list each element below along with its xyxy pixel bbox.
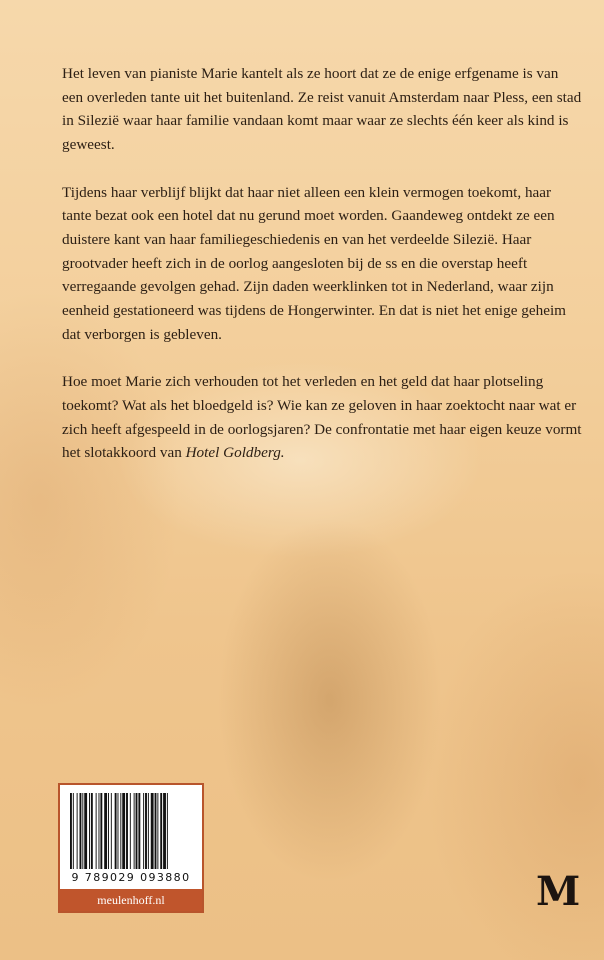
barcode-bar — [99, 793, 100, 869]
barcode-bar — [145, 793, 147, 869]
blurb-text — [62, 62, 582, 489]
barcode-bar — [126, 793, 128, 869]
barcode-bar — [80, 793, 82, 869]
barcode-bar — [104, 793, 107, 869]
book-title: Hotel Goldberg. — [185, 444, 285, 462]
barcode-bar — [84, 793, 87, 869]
barcode-bar — [120, 793, 121, 869]
blurb-paragraph-3 — [62, 370, 582, 465]
isbn-number: 9 789029 093880 — [71, 871, 191, 884]
publisher-logo: M — [536, 868, 581, 915]
barcode-bar — [77, 793, 78, 869]
blurb-paragraph-1: Het leven van pianiste Marie kantelt als ze hoort dat ze de enige erfgename is van een overleden tante uit het buitenland. Ze reist vanuit Amsterdam naar Pless, een stad in Silezië waar haar familie vandaan komt maar waar ze slechts één keer als kind is geweest. — [62, 65, 582, 154]
barcode-bar — [82, 793, 83, 869]
barcode-bar — [148, 793, 149, 869]
barcode-bar — [108, 793, 109, 869]
publisher-url: meulenhoff.nl — [60, 889, 202, 911]
barcode-bar — [143, 793, 144, 869]
barcode-bar — [70, 793, 72, 869]
barcode-bar — [115, 793, 117, 869]
barcode-bar — [134, 793, 135, 869]
barcode-bar — [89, 793, 90, 869]
barcode-bar — [155, 793, 157, 869]
barcode-bar — [160, 793, 162, 869]
barcode-bar — [151, 793, 154, 869]
barcode-icon — [68, 793, 196, 869]
blurb-paragraph-2: Tijdens haar verblijf blijkt dat haar niet alleen een klein vermogen toekomt, haar tante bezat ook een hotel dat nu gerund moet worden. Gaandeweg ontdekt ze een duistere kant van haar familiegeschiedenis en van het verdeelde Silezië. Haar grootvader heeft zich in de oorlog aangesloten bij de ss en die overstap heeft verregaande gevolgen gehad. Zijn daden weerklinken tot in Nederland, waar zijn eenheid gestationeerd was tijdens de Hongerwinter. En dat is niet het enige geheim dat verborgen is gebleven. — [62, 183, 566, 343]
barcode-bar — [100, 793, 102, 869]
barcode-bar — [163, 793, 166, 869]
barcode-bar — [91, 793, 93, 869]
barcode-bar — [157, 793, 158, 869]
barcode-bar — [73, 793, 74, 869]
barcode-bar — [167, 793, 168, 869]
barcode-bar — [136, 793, 138, 869]
barcode-bar — [118, 793, 119, 869]
isbn-barcode-box — [58, 783, 204, 913]
barcode-bar — [96, 793, 97, 869]
barcode-bar — [138, 793, 140, 869]
barcode-bar — [122, 793, 125, 869]
blurb-paragraph-3-text: Hoe moet Marie zich verhouden tot het verleden en het geld dat haar plotseling toekomt? Wat als het bloedgeld is? Wie kan ze geloven in haar zoektocht naar wat er zich heeft afgespeeld in de oorlogsjaren? De confrontatie met haar eigen keuze vormt het slotakkoord van — [62, 373, 582, 462]
barcode-bar — [111, 793, 112, 869]
barcode-bar — [130, 793, 131, 869]
